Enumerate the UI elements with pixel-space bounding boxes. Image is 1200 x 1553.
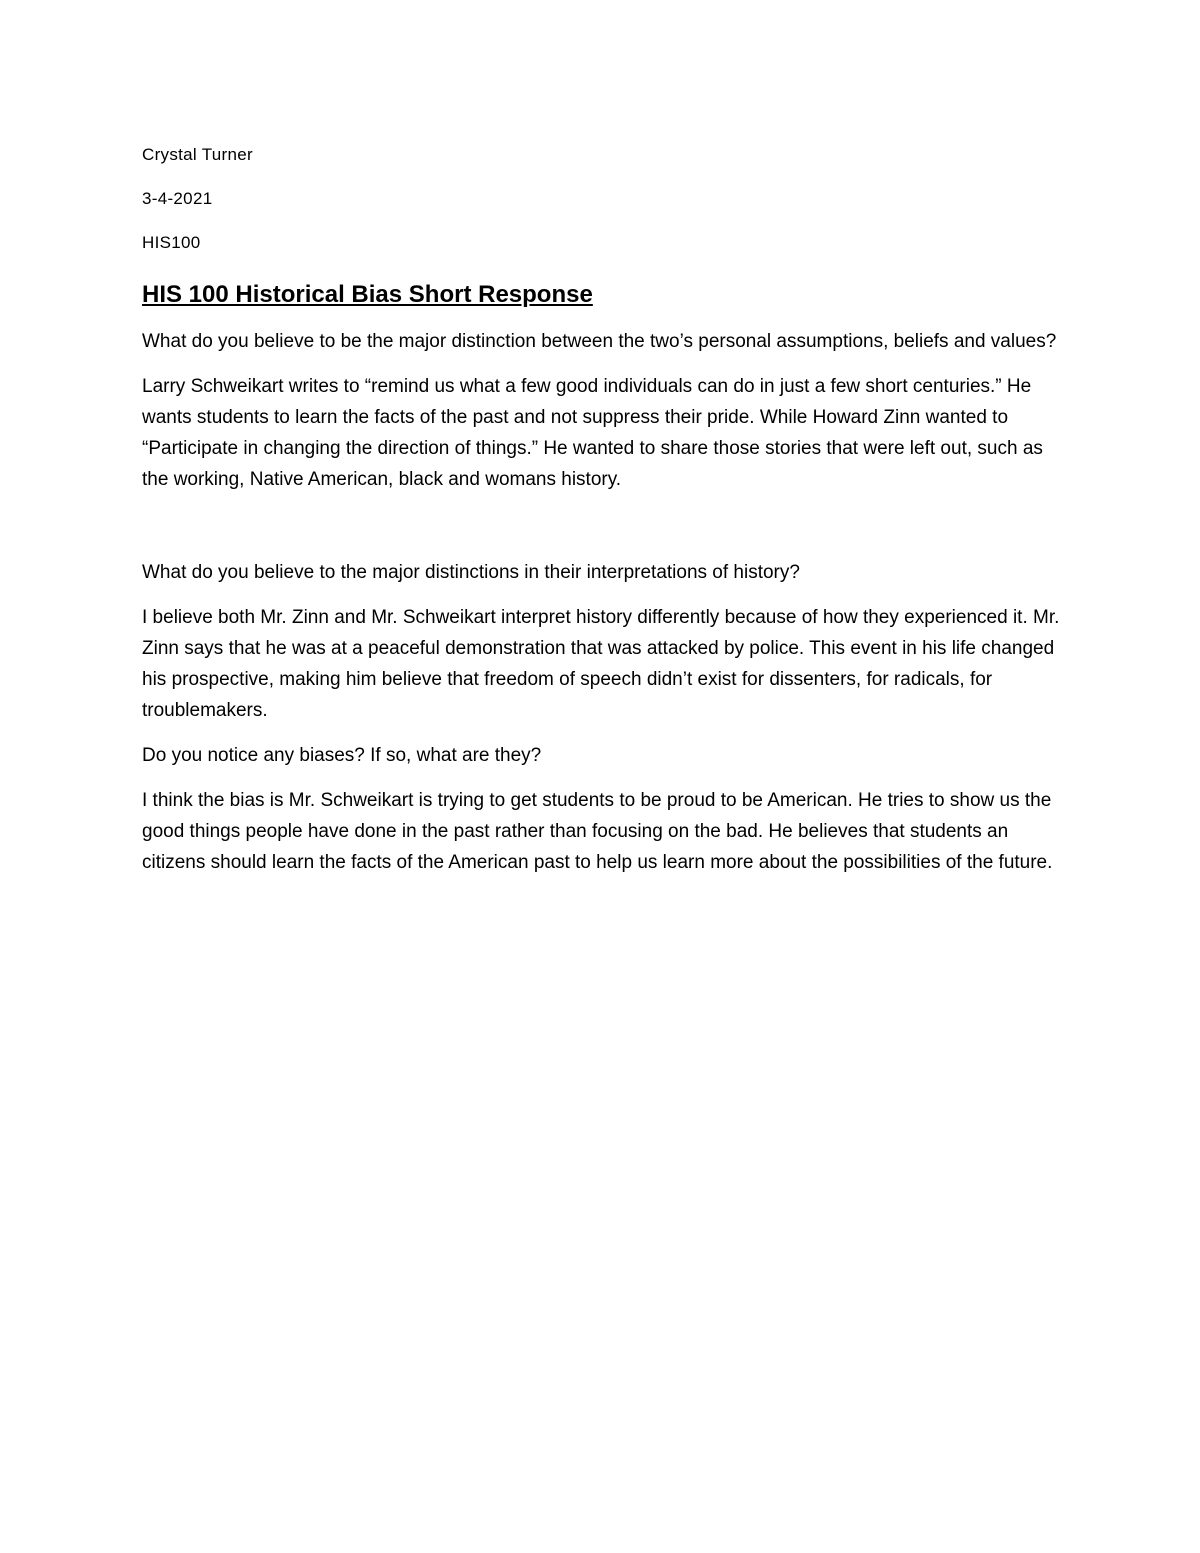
course-code: HIS100 [142, 233, 201, 252]
answer-3: I think the bias is Mr. Schweikart is trying to get students to be proud to be American. He tries to show us the good things people have done in the past rather than focusing on the bad. He believes that students an citizens should learn the facts of the American past to help us learn more about the possibilities of the future. [142, 790, 1053, 873]
document-date: 3-4-2021 [142, 189, 213, 208]
author-name: Crystal Turner [142, 145, 253, 164]
answer-2: I believe both Mr. Zinn and Mr. Schweikart interpret history differently because of how they experienced it. Mr. Zinn says that he was at a peaceful demonstration that was attacked by police. This event in his life changed his prospective, making him believe that freedom of speech didn’t exist for dissenters, for radicals, for troublemakers. [142, 607, 1060, 721]
answer-1: Larry Schweikart writes to “remind us what a few good individuals can do in just a few short centuries.” He wants students to learn the facts of the past and not suppress their pride. While Howard Zinn wanted to “Participate in changing the direction of things.” He wanted to share those stories that were left out, such as the working, Native American, black and womans history. [142, 376, 1043, 490]
document-body [142, 140, 1062, 878]
document-title: HIS 100 Historical Bias Short Response [142, 281, 593, 308]
question-3: Do you notice any biases? If so, what are they? [142, 745, 542, 766]
question-2: What do you believe to the major distinctions in their interpretations of history? [142, 562, 800, 583]
question-1: What do you believe to be the major distinction between the two’s personal assumptions, beliefs and values? [142, 331, 1057, 352]
